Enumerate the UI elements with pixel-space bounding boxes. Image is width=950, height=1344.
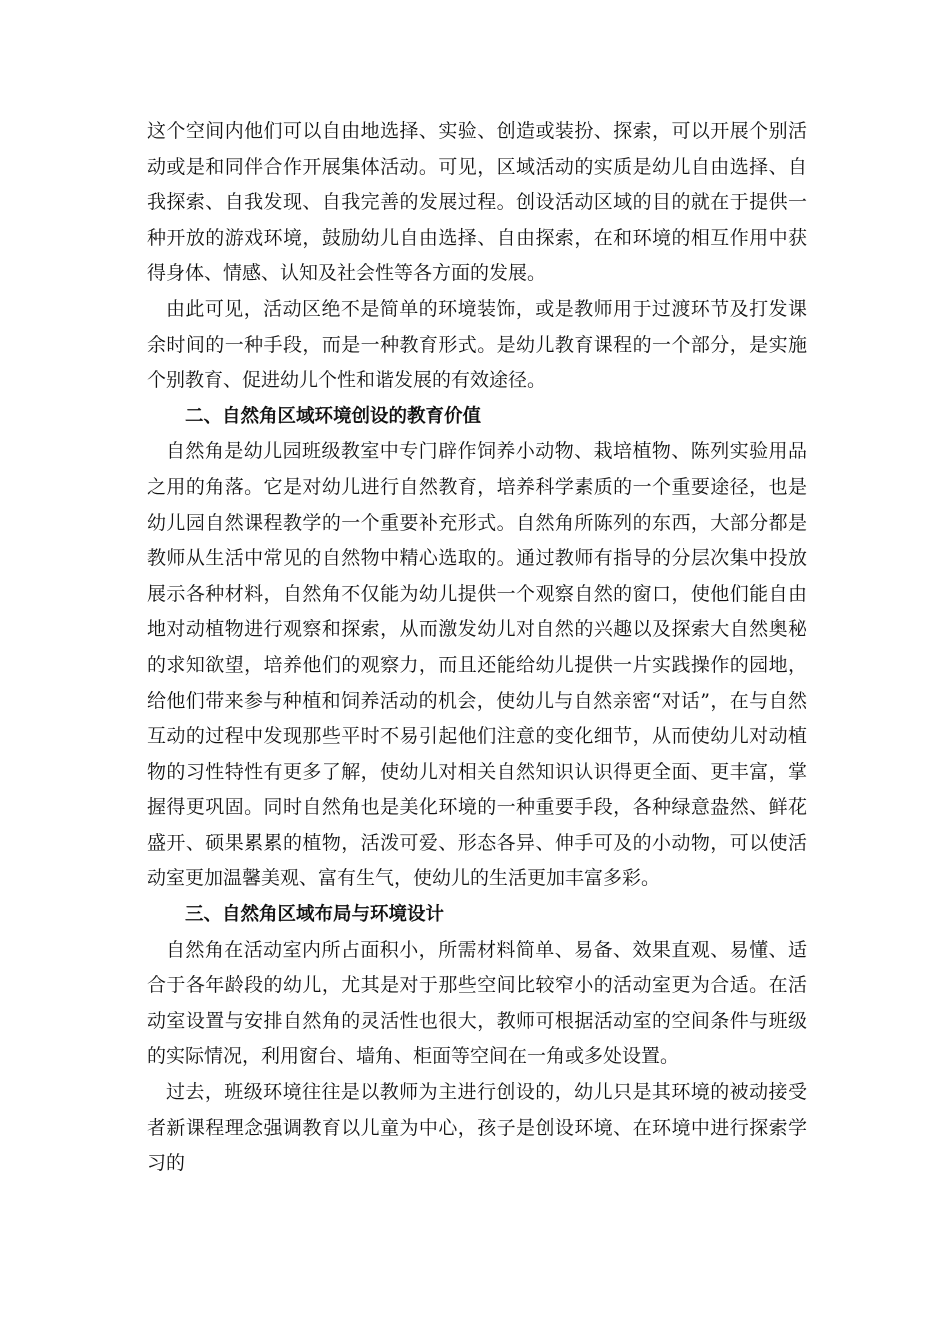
paragraph-body-3: 自然角是幼儿园班级教室中专门辟作饲养小动物、栽培植物、陈列实验用品之用的角落。它是对幼儿进行自然教育，培养科学素质的一个重要途径，也是幼儿园自然课程教学的一个重要补充形式。自然角所陈列的东西，大部分都是教师从生活中常见的自然物中精心选取的。通过教师有指导的分层次集中投放展示各种材料，自然角不仅能为幼儿提供一个观察自然的窗口，使他们能自由地对动植物进行观察和探索，从而激发幼儿对自然的兴趣以及探索大自然奥秘的求知欲望，培养他们的观察力，而且还能给幼儿提供一片实践操作的园地，给他们带来参与种植和饲养活动的机会，使幼儿与自然亲密“对话”，在与自然互动的过程中发现那些平时不易引起他们注意的变化细节，从而使幼儿对动植物的习性特性有更多了解，使幼儿对相关自然知识认识得更全面、更丰富，掌握得更巩固。同时自然角也是美化环境的一种重要手段，各种绿意盎然、鲜花盛开、硕果累累的植物，活泼可爱、形态各异、伸手可及的小动物，可以使活动室更加温馨美观、富有生气，使幼儿的生活更加丰富多彩。: [147, 440, 807, 890]
section-heading-3: 三、自然角区域布局与环境设计: [185, 904, 445, 926]
paragraph-body-2: 由此可见，活动区绝不是简单的环境装饰，或是教师用于过渡环节及打发课余时间的一种手段，而是一种教育形式。是幼儿教育课程的一个部分，是实施个别教育、促进幼儿个性和谐发展的有效途径。: [147, 297, 807, 392]
paragraph-body-1: 这个空间内他们可以自由地选择、实验、创造或装扮、探索，可以开展个别活动或是和同伴合作开展集体活动。可见，区域活动的实质是幼儿自由选择、自我探索、自我发现、自我完善的发展过程。创设活动区域的目的就在于提供一种开放的游戏环境，鼓励幼儿自由选择、自由探索，在和环境的相互作用中获得身体、情感、认知及社会性等各方面的发展。: [147, 120, 807, 285]
section-heading-2: 二、自然角区域环境创设的教育价值: [185, 405, 482, 427]
document-body: [147, 114, 807, 1182]
paragraph-body-4: 自然角在活动室内所占面积小，所需材料简单、易备、效果直观、易懂、适合于各年龄段的幼儿，尤其是对于那些空间比较窄小的活动室更为合适。在活动室设置与安排自然角的灵活性也很大，教师可根据活动室的空间条件与班级的实际情况，利用窗台、墙角、柜面等空间在一角或多处设置。: [147, 938, 807, 1068]
paragraph-body-5: 过去，班级环境往往是以教师为主进行创设的，幼儿只是其环境的被动接受者新课程理念强调教育以儿童为中心，孩子是创设环境、在环境中进行探索学习的: [147, 1081, 807, 1175]
